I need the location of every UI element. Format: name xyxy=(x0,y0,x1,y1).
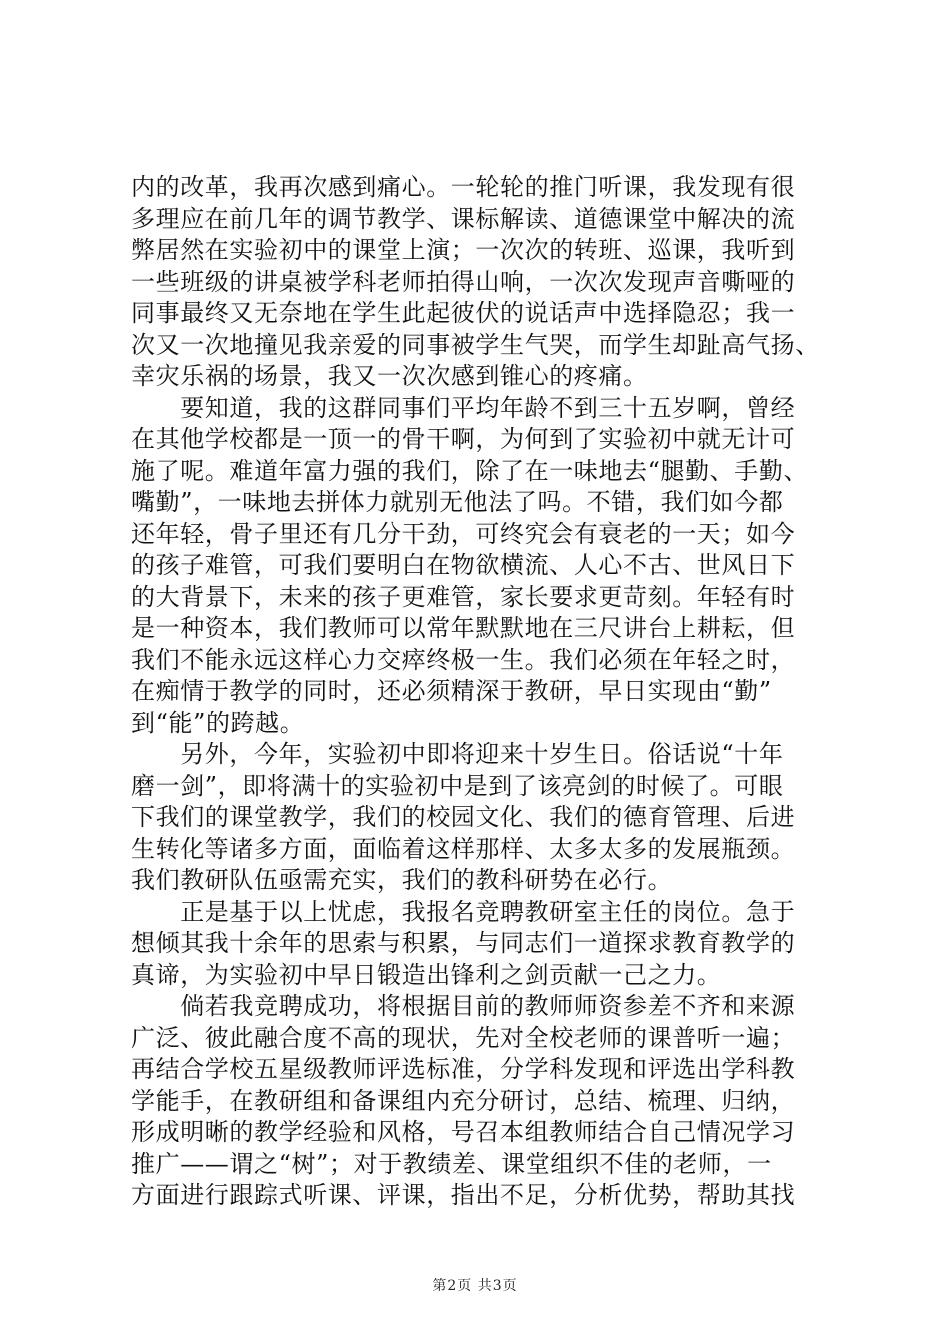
text-line: 要知道，我的这群同事们平均年龄不到三十五岁啊，曾经 xyxy=(131,393,796,422)
text-line: 同事最终又无奈地在学生此起彼伏的说话声中选择隐忍；我一 xyxy=(131,299,796,327)
text-line: 下我们的课堂教学，我们的校园文化、我们的德育管理、后进 xyxy=(131,803,796,831)
text-line: 想倾其我十余年的思索与积累，与同志们一道探求教育教学的 xyxy=(131,929,796,957)
text-line: 真谛，为实验初中早日锻造出锋利之剑贡献一己之力。 xyxy=(131,960,722,989)
text-line: 再结合学校五星级教师评选标准，分学科发现和评选出学科教 xyxy=(131,1055,796,1083)
text-line: 嘴勤”，一味地去拼体力就别无他法了吗。不错，我们如今都 xyxy=(131,488,784,516)
text-line: 倘若我竞聘成功，将根据目前的教师师资参差不齐和来源 xyxy=(131,992,796,1020)
text-line: 次又一次地撞见我亲爱的同事被学生气哭，而学生却趾高气扬、 xyxy=(131,330,820,359)
text-line: 在其他学校都是一顶一的骨干啊，为何到了实验初中就无计可 xyxy=(131,425,796,453)
page-number-footer: 第2页 共3页 xyxy=(432,1278,518,1294)
text-line: 施了呢。难道年富力强的我们，除了在一味地去“腿勤、手勤、 xyxy=(131,456,809,485)
text-line: 的孩子难管，可我们要明白在物欲横流、人心不古、世风日下 xyxy=(131,551,796,579)
text-line: 我们教研队伍亟需充实，我们的教科研势在必行。 xyxy=(131,866,673,894)
text-line: 是一种资本，我们教师可以常年默默地在三尺讲台上耕耘，但 xyxy=(131,614,796,642)
text-line: 还年轻，骨子里还有几分干劲，可终究会有衰老的一天；如今 xyxy=(131,519,796,548)
text-line: 形成明晰的教学经验和风格，号召本组教师结合自己情况学习 xyxy=(131,1118,796,1146)
text-line: 内的改革，我再次感到痛心。一轮轮的推门听课，我发现有很 xyxy=(131,173,796,201)
text-line: 我们不能永远这样心力交瘁终极一生。我们必须在年轻之时， xyxy=(131,645,796,674)
text-line: 的大背景下，未来的孩子更难管，家长要求更苛刻。年轻有时 xyxy=(131,582,796,611)
text-line: 一些班级的讲桌被学科老师拍得山响，一次次发现声音嘶哑的 xyxy=(131,267,796,296)
text-line: 正是基于以上忧虑，我报名竞聘教研室主任的岗位。急于 xyxy=(131,897,796,926)
text-line: 多理应在前几年的调节教学、课标解读、道德课堂中解决的流 xyxy=(131,204,796,233)
text-line: 学能手，在教研组和备课组内充分研讨，总结、梳理、归纳， xyxy=(131,1086,796,1115)
text-line: 到“能”的跨越。 xyxy=(131,708,305,737)
text-line: 磨一剑”，即将满十的实验初中是到了该亮剑的时候了。可眼 xyxy=(131,771,784,800)
text-line: 另外，今年，实验初中即将迎来十岁生日。俗话说“十年 xyxy=(131,740,784,768)
text-line: 幸灾乐祸的场景，我又一次次感到锥心的疼痛。 xyxy=(131,362,648,390)
document-body xyxy=(131,172,827,1212)
text-line: 广泛、彼此融合度不高的现状，先对全校老师的课普听一遍； xyxy=(131,1023,796,1052)
text-line: 推广——谓之“树”；对于教绩差、课堂组织不佳的老师，一 xyxy=(131,1149,772,1178)
text-line: 方面进行跟踪式听课、评课，指出不足，分析优势，帮助其找 xyxy=(131,1181,796,1209)
text-line: 生转化等诸多方面，面临着这样那样、太多太多的发展瓶颈。 xyxy=(131,834,796,863)
text-line: 在痴情于教学的同时，还必须精深于教研，早日实现由“勤” xyxy=(131,677,772,705)
text-line: 弊居然在实验初中的课堂上演；一次次的转班、巡课，我听到 xyxy=(131,236,796,264)
